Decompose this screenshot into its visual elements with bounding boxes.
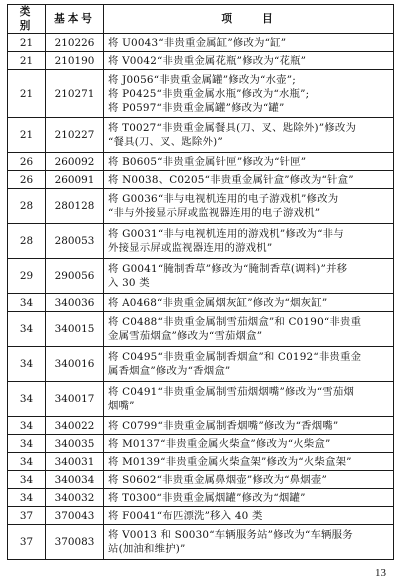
base-number-cell: 340035 [46,435,104,453]
table-row [8,417,394,435]
item-line: 将 G0041“腌制香草”修改为“腌制香草(调料)”并移 [108,263,348,275]
category-cell: 34 [8,312,46,347]
table-row [8,312,394,347]
table-row [8,435,394,453]
category-cell: 21 [8,52,46,70]
item-line: 将 U0043“非贵重金属缸”修改为“缸” [108,36,287,49]
table-row [8,34,394,52]
base-number-cell: 340034 [46,471,104,489]
item-cell [104,34,394,52]
item-cell [104,489,394,507]
item-line: 将 C0491“非贵重金属制雪茄烟烟嘴”修改为“雪茄烟 [108,386,355,398]
table-row [8,382,394,417]
revision-table [7,4,394,560]
base-number-cell: 210190 [46,52,104,70]
item-line: 将 S0602“非贵重金属鼻烟壶”修改为“鼻烟壶” [108,473,327,486]
base-number-cell: 210271 [46,70,104,118]
base-number-cell: 280128 [46,189,104,224]
item-cell [104,347,394,382]
item-line: 将 C0488“非贵重金属制雪茄烟盒”和 C0190“非贵重 [108,316,362,328]
base-number-cell: 370083 [46,525,104,560]
category-cell: 29 [8,259,46,294]
table-row [8,347,394,382]
category-cell: 21 [8,34,46,52]
category-cell: 34 [8,382,46,417]
category-cell: 34 [8,453,46,471]
base-number-cell: 260092 [46,153,104,171]
item-line: 将 T0300“非贵重金属烟罐”修改为“烟罐” [108,491,306,504]
table-row [8,507,394,525]
table-row [8,118,394,153]
base-number-cell: 370043 [46,507,104,525]
category-cell: 34 [8,294,46,312]
item-line: 属香烟盒”修改为“香烟盒” [108,365,231,377]
item-line: 金属雪茄烟盒”修改为“雪茄烟盒” [108,330,263,342]
table-header-row [8,5,394,34]
base-number-cell: 340031 [46,453,104,471]
item-line: 入 30 类 [108,277,150,289]
table-row [8,453,394,471]
item-line: 将 G0036“非与电视机连用的电子游戏机”修改为 [108,193,339,205]
category-cell: 26 [8,153,46,171]
table-row [8,224,394,259]
item-line: 站(加油和维护)” [108,543,186,555]
item-cell [104,259,394,294]
item-cell [104,525,394,560]
item-line: 将 J0056“非贵重金属罐”修改为“水壶”; [108,73,296,86]
item-cell [104,507,394,525]
item-line: 烟嘴” [108,400,135,412]
table-row [8,525,394,560]
header-base-number: 基本号 [46,5,104,34]
base-number-cell: 340032 [46,489,104,507]
item-line: 将 P0425“非贵重金属水瓶”修改为“水瓶”; [108,87,310,100]
item-line: “餐具(刀、叉、匙除外)” [108,136,223,148]
item-cell [104,52,394,70]
item-cell [104,153,394,171]
item-line: 将 M0137“非贵重金属火柴盒”修改为“火柴盒” [108,437,331,450]
category-cell: 34 [8,417,46,435]
category-cell: 34 [8,489,46,507]
header-category: 类 别 [8,5,46,34]
base-number-cell: 340015 [46,312,104,347]
base-number-cell: 210226 [46,34,104,52]
table-row [8,171,394,189]
item-line: 将 C0799“非贵重金属制香烟嘴”修改为“香烟嘴” [108,419,339,432]
base-number-cell: 290056 [46,259,104,294]
base-number-cell: 340016 [46,347,104,382]
item-line: 外接显示屏或监视器连用的游戏机” [108,242,273,254]
page-number: 13 [375,567,386,579]
item-cell [104,382,394,417]
category-cell: 21 [8,70,46,118]
table-row [8,294,394,312]
item-cell [104,70,394,118]
category-cell: 34 [8,347,46,382]
category-cell: 26 [8,171,46,189]
category-cell: 37 [8,525,46,560]
base-number-cell: 260091 [46,171,104,189]
category-cell: 28 [8,224,46,259]
item-line: 将 A0468“非贵重金属烟灰缸”修改为“烟灰缸” [108,296,328,309]
item-line: 将 G0031“非与电视机连用的游戏机”修改为“非与 [108,228,344,240]
table-row [8,52,394,70]
item-cell [104,417,394,435]
item-cell [104,453,394,471]
header-item: 项 目 [104,5,394,34]
table-row [8,70,394,118]
item-line: 将 P0597“非贵重金属罐”修改为“罐” [108,101,285,114]
item-cell [104,435,394,453]
table-row [8,471,394,489]
table-row [8,153,394,171]
category-cell: 37 [8,507,46,525]
category-cell: 34 [8,435,46,453]
base-number-cell: 340017 [46,382,104,417]
table-row [8,489,394,507]
item-cell [104,118,394,153]
item-line: 将 V0042“非贵重金属花瓶”修改为“花瓶” [108,54,307,67]
table-row [8,259,394,294]
item-line: 将 N0038、C0205“非贵重金属针盒”修改为“针盒” [108,173,354,186]
category-cell: 28 [8,189,46,224]
item-cell [104,189,394,224]
base-number-cell: 280053 [46,224,104,259]
category-cell: 34 [8,471,46,489]
table-body [8,34,394,560]
item-cell [104,224,394,259]
item-line: 将 V0013 和 S0030“车辆服务站”修改为“车辆服务 [108,529,353,541]
table-row [8,189,394,224]
item-cell [104,312,394,347]
item-line: 将 F0041“布匹漂洗”移入 40 类 [108,509,263,522]
base-number-cell: 210227 [46,118,104,153]
base-number-cell: 340022 [46,417,104,435]
category-cell: 21 [8,118,46,153]
base-number-cell: 340036 [46,294,104,312]
item-line: “非与外接显示屏或监视器连用的电子游戏机” [108,207,321,219]
item-cell [104,471,394,489]
item-cell [104,171,394,189]
item-line: 将 T0027“非贵重金属餐具(刀、叉、匙除外)”修改为 [108,122,357,134]
item-cell [104,294,394,312]
item-line: 将 B0605“非贵重金属针匣”修改为“针匣” [108,155,307,168]
item-line: 将 C0495“非贵重金属制香烟盒”和 C0192“非贵重金 [108,351,362,363]
item-line: 将 M0139“非贵重金属火柴盒架”修改为“火柴盒架” [108,455,352,468]
